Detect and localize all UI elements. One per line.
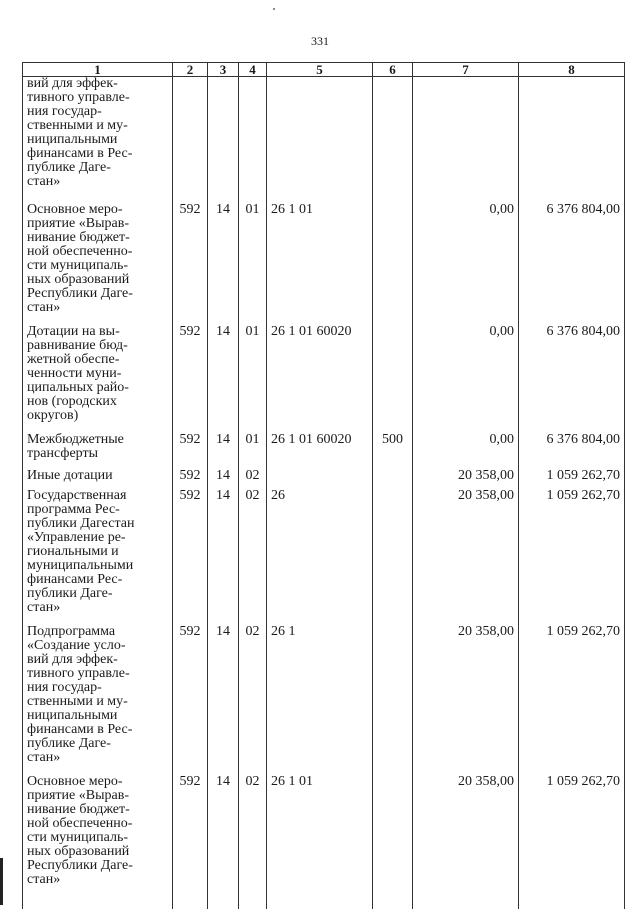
row-name-line: Основное меро- — [27, 775, 168, 789]
gap-cell — [267, 461, 373, 469]
expense-type-code — [373, 325, 413, 423]
subsection-code: 01 — [239, 203, 267, 315]
header-col-1: 1 — [23, 63, 173, 77]
row-name-line: публики Дагестан — [27, 517, 168, 531]
row-name-line: ной обеспеченно- — [27, 245, 168, 259]
amount-col-8: 1 059 262,70 — [519, 775, 625, 887]
row-name-line: нивание бюджет- — [27, 231, 168, 245]
table-row — [23, 77, 625, 190]
amount-col-7 — [413, 77, 519, 190]
ministry-code: 592 — [173, 775, 208, 887]
table-tail — [23, 887, 625, 909]
row-name-line: сти муниципаль- — [27, 831, 168, 845]
amount-col-7: 20 358,00 — [413, 775, 519, 887]
table-row — [23, 469, 625, 483]
expense-type-code — [373, 775, 413, 887]
amount-col-8: 1 059 262,70 — [519, 625, 625, 765]
row-name-line: ных образований — [27, 273, 168, 287]
tail-cell — [267, 887, 373, 909]
row-name-line: трансферты — [27, 447, 168, 461]
ministry-code — [173, 77, 208, 190]
row-name-line: Межбюджетные — [27, 433, 168, 447]
target-article-code: 26 — [267, 489, 373, 615]
row-name-line: тивного управле- — [27, 667, 168, 681]
gap-cell — [519, 189, 625, 203]
page-number: 331 — [0, 34, 640, 49]
subsection-code: 01 — [239, 433, 267, 461]
row-name-line: программа Рес- — [27, 503, 168, 517]
row-name-line: ния государ- — [27, 105, 168, 119]
section-code: 14 — [208, 625, 239, 765]
section-code — [208, 77, 239, 190]
row-name-line: Подпрограмма — [27, 625, 168, 639]
subsection-code: 02 — [239, 469, 267, 483]
amount-col-7: 20 358,00 — [413, 469, 519, 483]
expense-type-code — [373, 469, 413, 483]
row-name-line: ниципальными — [27, 133, 168, 147]
expense-type-code — [373, 489, 413, 615]
ministry-code: 592 — [173, 489, 208, 615]
row-name-line: финансами Рес- — [27, 573, 168, 587]
row-name-line: ченности муни- — [27, 367, 168, 381]
row-name-line: Иные дотации — [27, 469, 168, 483]
tail-cell — [208, 887, 239, 909]
header-col-7: 7 — [413, 63, 519, 77]
row-name-line: тивного управле- — [27, 91, 168, 105]
section-code: 14 — [208, 489, 239, 615]
row-name-cell — [23, 625, 173, 765]
row-name-line: «Создание усло- — [27, 639, 168, 653]
tail-cell — [413, 887, 519, 909]
row-name-line: нивание бюджет- — [27, 803, 168, 817]
row-gap — [23, 189, 625, 203]
tail-cell — [23, 887, 173, 909]
row-name-line: публике Даге- — [27, 161, 168, 175]
row-name-cell — [23, 325, 173, 423]
gap-cell — [173, 189, 208, 203]
row-name-line: финансами в Рес- — [27, 723, 168, 737]
gap-cell — [373, 615, 413, 625]
amount-col-8 — [519, 77, 625, 190]
target-article-code: 26 1 01 — [267, 203, 373, 315]
amount-col-8: 1 059 262,70 — [519, 489, 625, 615]
gap-cell — [373, 189, 413, 203]
row-name-line: Республики Даге- — [27, 287, 168, 301]
header-col-5: 5 — [267, 63, 373, 77]
amount-col-7: 0,00 — [413, 325, 519, 423]
row-name-line: вий для эффек- — [27, 653, 168, 667]
row-name-line: стан» — [27, 601, 168, 615]
table-row — [23, 489, 625, 615]
row-name-line: жетной обеспе- — [27, 353, 168, 367]
target-article-code: 26 1 01 60020 — [267, 433, 373, 461]
amount-col-8: 6 376 804,00 — [519, 433, 625, 461]
section-code: 14 — [208, 469, 239, 483]
expense-type-code: 500 — [373, 433, 413, 461]
scan-speck — [273, 8, 275, 10]
gap-cell — [267, 189, 373, 203]
table-row — [23, 325, 625, 423]
gap-cell — [208, 189, 239, 203]
row-name-line: стан» — [27, 873, 168, 887]
header-col-2: 2 — [173, 63, 208, 77]
header-col-3: 3 — [208, 63, 239, 77]
row-name-cell — [23, 775, 173, 887]
gap-cell — [373, 315, 413, 325]
subsection-code: 02 — [239, 625, 267, 765]
tail-cell — [239, 887, 267, 909]
row-name-line: ных образований — [27, 845, 168, 859]
section-code: 14 — [208, 775, 239, 887]
target-article-code — [267, 469, 373, 483]
row-name-line: публике Даге- — [27, 737, 168, 751]
expense-type-code — [373, 625, 413, 765]
amount-col-7: 0,00 — [413, 433, 519, 461]
section-code: 14 — [208, 203, 239, 315]
row-name-line: приятие «Вырав- — [27, 789, 168, 803]
header-col-6: 6 — [373, 63, 413, 77]
subsection-code: 02 — [239, 489, 267, 615]
section-code: 14 — [208, 433, 239, 461]
gap-cell — [23, 189, 173, 203]
row-name-line: публики Даге- — [27, 587, 168, 601]
row-name-line: ной обеспеченно- — [27, 817, 168, 831]
row-name-line: стан» — [27, 301, 168, 315]
budget-table — [22, 62, 625, 909]
row-name-line: ственными и му- — [27, 119, 168, 133]
amount-col-8: 6 376 804,00 — [519, 203, 625, 315]
ministry-code: 592 — [173, 469, 208, 483]
table-row — [23, 433, 625, 461]
row-name-line: муниципальными — [27, 559, 168, 573]
row-name-line: Республики Даге- — [27, 859, 168, 873]
gap-cell — [239, 189, 267, 203]
row-name-line: нов (городских — [27, 395, 168, 409]
row-name-cell — [23, 203, 173, 315]
scan-edge-mark — [0, 858, 3, 905]
table-row — [23, 203, 625, 315]
table-body — [23, 77, 625, 909]
row-name-cell — [23, 489, 173, 615]
row-name-line: стан» — [27, 175, 168, 189]
row-name-line: ципальных райо- — [27, 381, 168, 395]
row-name-cell — [23, 433, 173, 461]
row-name-cell — [23, 77, 173, 190]
ministry-code: 592 — [173, 203, 208, 315]
table-row — [23, 625, 625, 765]
amount-col-7: 20 358,00 — [413, 489, 519, 615]
header-row — [23, 63, 625, 77]
row-name-line: гиональными и — [27, 545, 168, 559]
amount-col-7: 20 358,00 — [413, 625, 519, 765]
amount-col-8: 1 059 262,70 — [519, 469, 625, 483]
table-row — [23, 775, 625, 887]
ministry-code: 592 — [173, 625, 208, 765]
subsection-code: 01 — [239, 325, 267, 423]
ministry-code: 592 — [173, 325, 208, 423]
row-name-line: ниципальными — [27, 709, 168, 723]
gap-cell — [413, 189, 519, 203]
row-name-line: Основное меро- — [27, 203, 168, 217]
row-name-line: Дотации на вы- — [27, 325, 168, 339]
row-name-line: сти муниципаль- — [27, 259, 168, 273]
header-col-8: 8 — [519, 63, 625, 77]
target-article-code: 26 1 01 — [267, 775, 373, 887]
gap-cell — [373, 765, 413, 775]
row-name-line: округов) — [27, 409, 168, 423]
header-col-4: 4 — [239, 63, 267, 77]
row-name-line: стан» — [27, 751, 168, 765]
row-name-line: «Управление ре- — [27, 531, 168, 545]
row-name-line: ния государ- — [27, 681, 168, 695]
row-name-cell — [23, 469, 173, 483]
row-name-line: финансами в Рес- — [27, 147, 168, 161]
gap-cell — [373, 461, 413, 469]
target-article-code: 26 1 01 60020 — [267, 325, 373, 423]
row-name-line: равнивание бюд- — [27, 339, 168, 353]
ministry-code: 592 — [173, 433, 208, 461]
target-article-code — [267, 77, 373, 190]
tail-cell — [519, 887, 625, 909]
subsection-code — [239, 77, 267, 190]
row-name-line: вий для эффек- — [27, 77, 168, 91]
target-article-code: 26 1 — [267, 625, 373, 765]
section-code: 14 — [208, 325, 239, 423]
expense-type-code — [373, 203, 413, 315]
expense-type-code — [373, 77, 413, 190]
row-name-line: приятие «Вырав- — [27, 217, 168, 231]
tail-cell — [373, 887, 413, 909]
tail-cell — [173, 887, 208, 909]
amount-col-8: 6 376 804,00 — [519, 325, 625, 423]
subsection-code: 02 — [239, 775, 267, 887]
amount-col-7: 0,00 — [413, 203, 519, 315]
row-name-line: ственными и му- — [27, 695, 168, 709]
row-name-line: Государственная — [27, 489, 168, 503]
